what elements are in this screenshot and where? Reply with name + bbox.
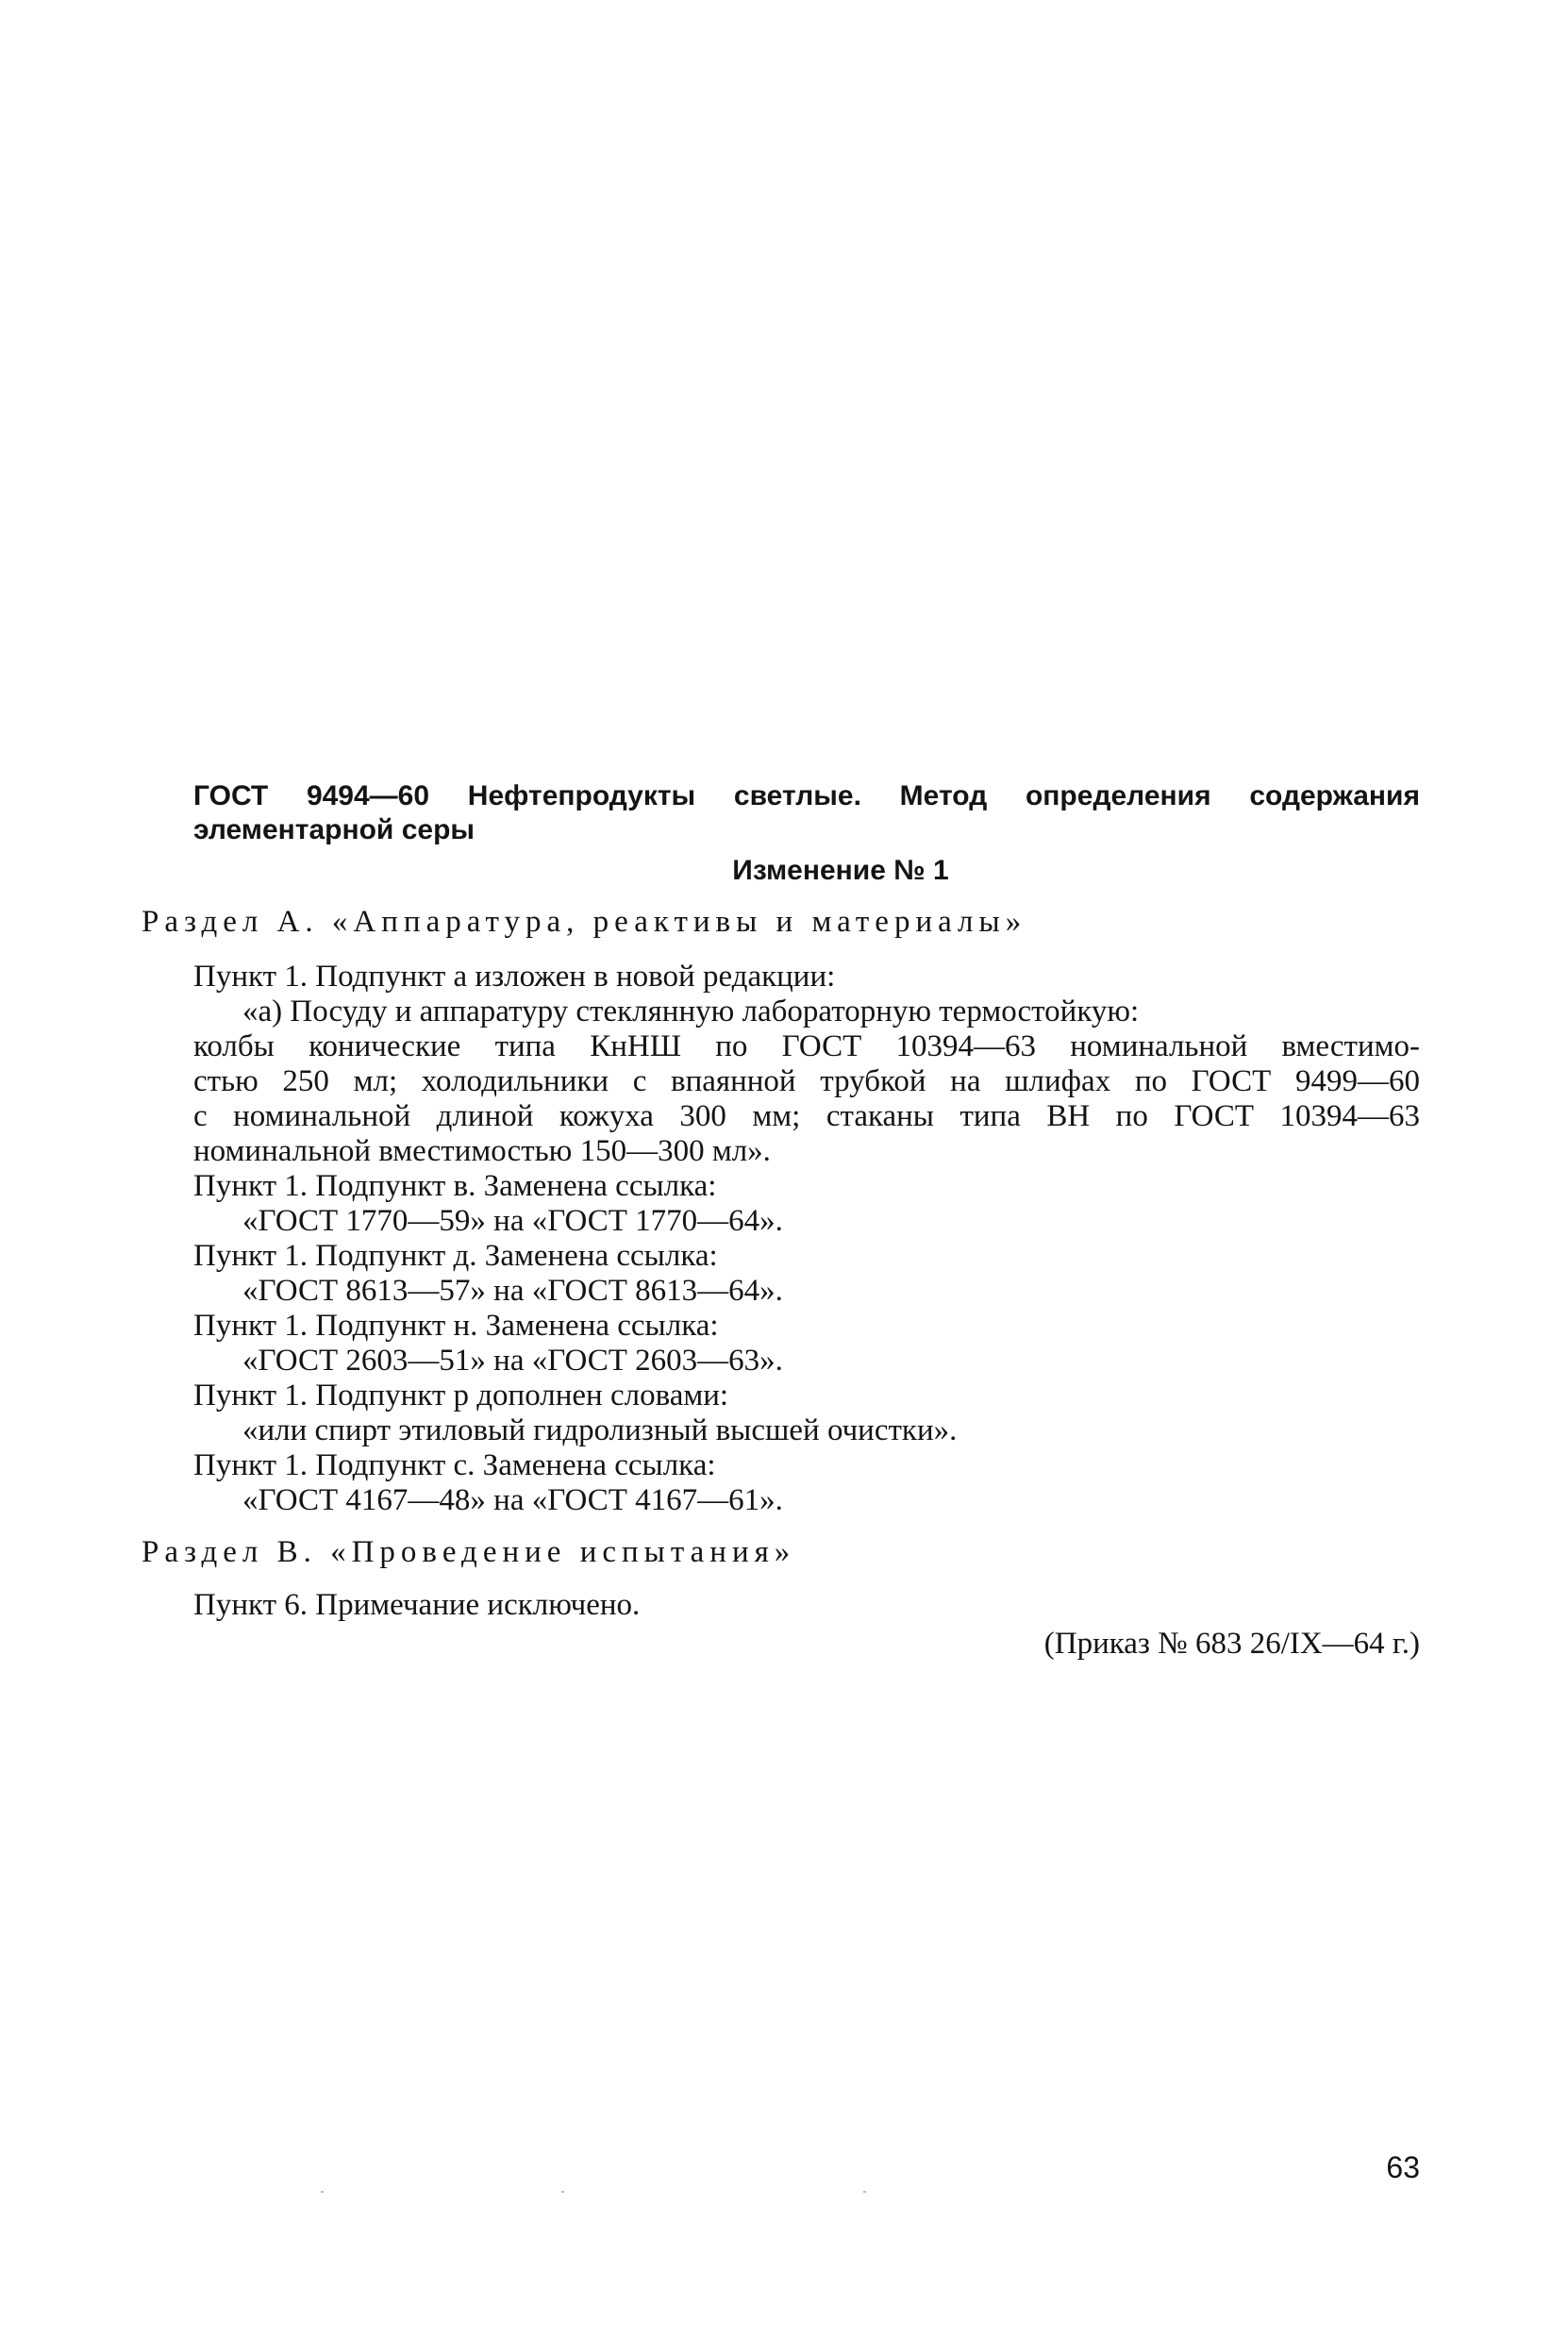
scan-speck: [561, 2191, 564, 2193]
heading-line-1: ГОСТ 9494—60 Нефтепродукты светлые. Метод определения содержания: [193, 780, 1420, 811]
section-a-line-16: «ГОСТ 4167—48» на «ГОСТ 4167—61».: [242, 1483, 783, 1517]
section-a-line-10: «ГОСТ 8613—57» на «ГОСТ 8613—64».: [242, 1274, 783, 1308]
section-a-line-11: Пункт 1. Подпункт н. Заменена ссылка:: [193, 1309, 719, 1343]
section-a-line-7: Пункт 1. Подпункт в. Заменена ссылка:: [193, 1169, 717, 1203]
section-a-line-15: Пункт 1. Подпункт с. Заменена ссылка:: [193, 1448, 716, 1482]
section-a-title: Раздел А. «Аппаратура, реактивы и материалы»: [142, 905, 1027, 939]
section-a-line-1: Пункт 1. Подпункт а изложен в новой редакции:: [193, 960, 836, 994]
order-reference: (Приказ № 683 26/IX—64 г.): [1043, 1627, 1420, 1661]
document-heading: [193, 779, 1420, 847]
section-a-line-6: номинальной вместимостью 150—300 мл».: [193, 1134, 771, 1168]
section-a-line-13: Пункт 1. Подпункт р дополнен словами:: [193, 1379, 729, 1412]
section-a-line-8: «ГОСТ 1770—59» на «ГОСТ 1770—64».: [242, 1204, 783, 1238]
scan-speck: [863, 2191, 866, 2193]
section-b-line-1: Пункт 6. Примечание исключено.: [193, 1588, 641, 1622]
page-number: 63: [1386, 2150, 1420, 2184]
section-a-line-12: «ГОСТ 2603—51» на «ГОСТ 2603—63».: [242, 1344, 783, 1378]
scan-speck: [321, 2191, 324, 2193]
section-a-line-5: с номинальной длиной кожуха 300 мм; стаканы типа ВН по ГОСТ 10394—63: [193, 1099, 1420, 1133]
section-a-line-4: стью 250 мл; холодильники с впаянной трубкой на шлифах по ГОСТ 9499—60: [193, 1064, 1420, 1098]
section-a-line-3: колбы конические типа КнНШ по ГОСТ 10394—63 номинальной вместимо-: [193, 1029, 1420, 1063]
heading-line-2: элементарной серы: [193, 814, 475, 845]
section-a-line-2: «а) Посуду и аппаратуру стеклянную лабораторную термостойкую:: [242, 994, 1140, 1028]
section-b-title: Раздел В. «Проведение испытания»: [142, 1535, 796, 1569]
section-a-line-9: Пункт 1. Подпункт д. Заменена ссылка:: [193, 1239, 718, 1273]
section-a-line-14: «или спирт этиловый гидролизный высшей очистки».: [242, 1413, 958, 1447]
change-title: Изменение № 1: [732, 855, 949, 886]
